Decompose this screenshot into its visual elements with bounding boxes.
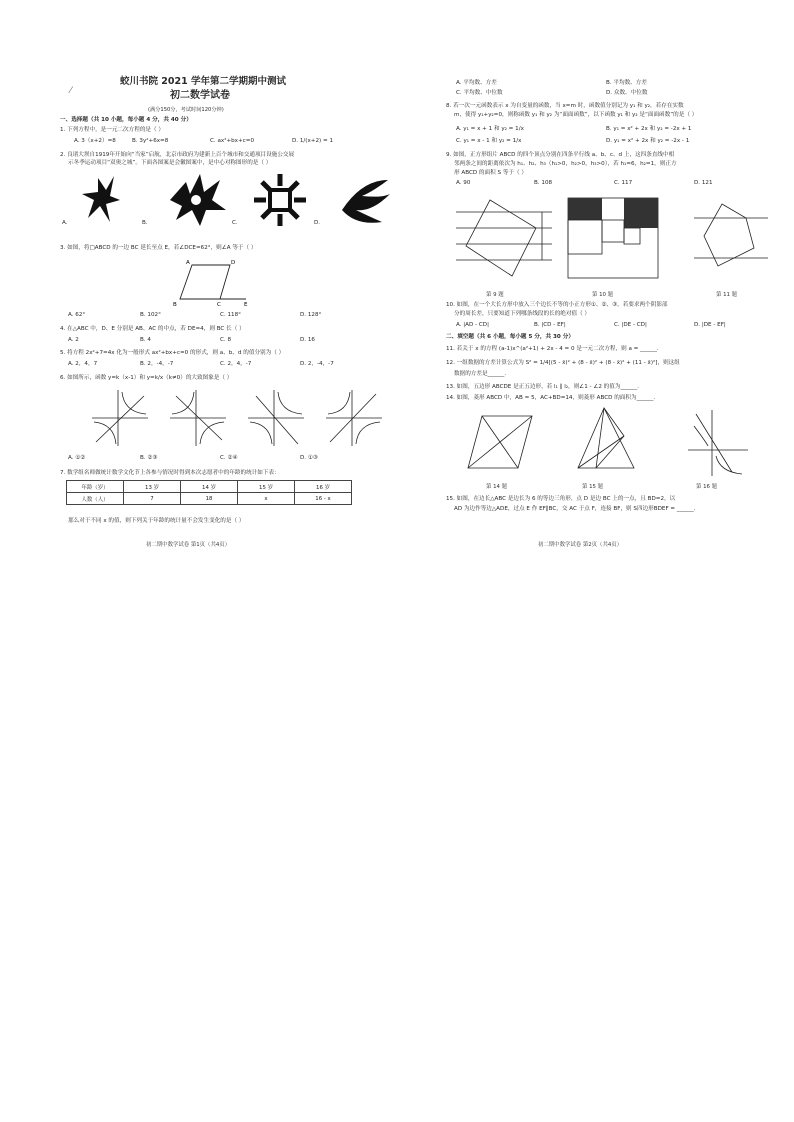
table-header: 14 岁 xyxy=(181,481,238,493)
question-13: 13. 如图，五边形 ABCDE 是正五边形，若 l₁ ∥ l₂，则∠1 - ∠2 的值为______. xyxy=(446,384,640,390)
q14-rhombus-figure xyxy=(468,416,532,468)
q15-triangle-figure xyxy=(578,408,634,468)
question-15-line1: 15. 如图，在边长△ABC 是边长为 6 的等边三角形，点 D 是边 BC 上的一点，且 BD=2，以 xyxy=(446,496,676,502)
pen-mark-icon: ⁄ xyxy=(70,86,72,96)
q5-option-b: B. 2，-4，-7 xyxy=(140,361,174,367)
table-cell: 18 xyxy=(181,493,238,505)
question-14: 14. 如图，菱形 ABCD 中，AB = 5，AC+BD=14，则菱形 ABCD 的面积为______. xyxy=(446,395,656,401)
q10-option-a: A. |AD - CD| xyxy=(456,322,489,328)
q5-option-a: A. 2，4，7 xyxy=(68,361,98,367)
question-11: 11. 若关于 x 的方程 (a-1)x^(a²+1) + 2x - 4 = 0 是一元二次方程，则 a = ______. xyxy=(446,346,659,352)
q8-option-d: D. y₁ = x² + 2x 和 y₂ = -2x - 1 xyxy=(606,138,690,144)
question-2-line2: 示冬季运动项目“双奥之城”。下面各图案是会徽图案中，是中心对称图形的是（ ） xyxy=(68,160,272,166)
q3-label-e: E xyxy=(244,302,248,308)
table-cell: 7 xyxy=(124,493,181,505)
question-10-line1: 10. 如图，在一个大长方形中放入三个边长不等的小正方形①、②、③，若要求两个阴影部 xyxy=(446,302,668,308)
q8-option-a: A. y₁ = x + 1 和 y₂ = 1/x xyxy=(456,126,524,132)
section-fill-title: 二、填空题（共 6 小题，每小题 5 分，共 30 分） xyxy=(446,334,574,340)
q3-option-c: C. 118° xyxy=(220,312,241,318)
q11-pentagon-figure xyxy=(694,204,768,266)
question-8-line2: m，使得 y₁+y₂=0，则称函数 y₁ 和 y₂ 为“面面函数”，以下函数 y₁ 和 y₂ 是“面面函数”的是（ ） xyxy=(454,112,698,118)
q1-option-a: A. 3（x+2）=8 xyxy=(74,138,116,144)
table-cell: 16 - x xyxy=(295,493,352,505)
question-7-tail: 那么对于不同 x 的值，则下列关于年龄的统计量不会发生变化的是（ ） xyxy=(68,518,245,524)
q7-option-a: A. 平均数、方差 xyxy=(456,80,497,86)
fig-caption-11: 第 11 题 xyxy=(716,292,738,298)
question-9-line3: 形 ABCD 的面积 S 等于（ ） xyxy=(454,170,527,176)
exam-title: 蛟川书院 2021 学年第二学期期中测试 xyxy=(120,76,287,87)
table-header: 15 岁 xyxy=(238,481,295,493)
question-8-line1: 8. 若一次一元函数表示 x 为自变量的函数，当 x=m 时，函数值分别记为 y₁ 和 y₂，若存在实数 xyxy=(446,103,684,109)
q9-square-figure xyxy=(456,200,552,276)
q10-option-b: B. |CD - EF| xyxy=(534,322,566,328)
q14-q16-figures xyxy=(466,406,776,480)
q8-option-c: C. y₁ = x - 1 和 y₂ = 1/x xyxy=(456,138,522,144)
table-header: 13 岁 xyxy=(124,481,181,493)
q3-label-c: C xyxy=(217,302,221,308)
fig-caption-10: 第 10 题 xyxy=(592,292,614,298)
q9-option-d: D. 121 xyxy=(694,180,713,186)
exam-subtitle: 初二数学试卷 xyxy=(170,90,230,101)
question-12-line1: 12. 一组数据的方差计算公式为 S² = 1/4[(5 - x̄)² + (8 - x̄)² + (8 - x̄)² + (11 - x̄)²]，则这组 xyxy=(446,360,680,366)
q4-option-b: B. 4 xyxy=(140,337,151,343)
question-3: 3. 如图，将□ABCD 的一边 BC 延长至点 E，若∠DCE=62°，则∠A 等于（ ） xyxy=(60,245,257,251)
question-7: 7. 数学组名师做统计数学文化节上各参与情况时得到本次志愿者中的年龄的统计如下表： xyxy=(60,470,280,476)
q6-option-d: D. ①③ xyxy=(300,455,318,461)
graph-3-icon xyxy=(248,390,304,446)
fig-caption-15: 第 15 题 xyxy=(582,484,604,490)
q10-option-d: D. |DE - EF| xyxy=(694,322,726,328)
q8-option-b: B. y₁ = x² + 2x 和 y₂ = -2x + 1 xyxy=(606,126,692,132)
table-cell: 人数（人） xyxy=(67,493,124,505)
graph-2-icon xyxy=(170,390,226,446)
q7-option-c: C. 平均数、中位数 xyxy=(456,90,503,96)
question-5: 5. 将方程 2x²+7=4x 化为一般形式 ax²+bx+c=0 的形式，则 a、b、d 的值分别为（ ） xyxy=(60,350,285,356)
q9-q11-figures xyxy=(456,192,776,288)
q7-option-d: D. 众数、中位数 xyxy=(606,90,648,96)
q1-option-c: C. ax²+bx+c=0 xyxy=(210,138,254,144)
q9-option-c: C. 117 xyxy=(614,180,633,186)
q4-option-c: C. 8 xyxy=(220,337,232,343)
q6-option-a: A. ①② xyxy=(68,455,86,461)
q4-option-d: D. 16 xyxy=(300,337,315,343)
q9-option-b: B. 108 xyxy=(534,180,553,186)
q3-option-a: A. 62° xyxy=(68,312,86,318)
q10-rectangle-figure xyxy=(568,198,658,278)
fig-caption-9: 第 9 题 xyxy=(486,292,504,298)
question-12-line2: 数据的方差是______. xyxy=(454,371,507,377)
graph-4-icon xyxy=(326,390,382,446)
question-9-line2: 邻两条之间的距离依次为 h₁、h₂、h₃（h₁>0，h₂>0，h₃>0），若 h₁=6，h₂=1，则正方 xyxy=(454,161,677,167)
q2-option-a: A. xyxy=(62,220,68,226)
exam-page-1 xyxy=(60,72,400,562)
q1-option-b: B. 3y²+6x=8 xyxy=(132,138,169,144)
question-4: 4. 在△ABC 中，D、E 分别是 AB、AC 的中点，若 DE=4，则 BC 长（ ） xyxy=(60,326,245,332)
table-row xyxy=(67,481,352,493)
q1-option-d: D. 1/(x+2) = 1 xyxy=(292,138,334,144)
q7-option-b: B. 平均数、方差 xyxy=(606,80,647,86)
table-header: 16 岁 xyxy=(295,481,352,493)
q4-option-a: A. 2 xyxy=(68,337,79,343)
q10-option-c: C. |DE - CD| xyxy=(614,322,647,328)
q3-parallelogram-figure xyxy=(168,257,258,309)
question-9-line1: 9. 如图，正方形组片 ABCD 的四个顶点分别在四条平行线 a、b、c、d 上，这四条直线中相 xyxy=(446,152,675,158)
q7-age-table xyxy=(66,480,352,505)
q3-label-b: B xyxy=(173,302,177,308)
q2-option-d: D. xyxy=(314,220,321,226)
question-6: 6. 如图所示，函数 y=k（x-1）和 y=k/x（k≠0）的大致图象是（ ） xyxy=(60,375,233,381)
q5-option-c: C. 2，4，-7 xyxy=(220,361,252,367)
q3-option-d: D. 128° xyxy=(300,312,322,318)
question-2-line1: 2. 良诸大坝自1919年开始向“当家”启航，北京市政府为建新上百个城市和交通项目设施公交展 xyxy=(60,152,295,158)
question-1: 1. 下列方程中，是一元二次方程的是（ ） xyxy=(60,127,164,133)
q6-option-b: B. ②③ xyxy=(140,455,158,461)
page-footer-1: 初二期中数学试卷 第1页（共4页） xyxy=(146,542,231,548)
q2-option-b: B. xyxy=(142,220,148,226)
graph-1-icon xyxy=(92,390,148,446)
q2-option-c: C. xyxy=(232,220,238,226)
q3-label-d: D xyxy=(231,260,236,266)
emblem-a-icon xyxy=(82,176,120,222)
table-header: 年龄（岁） xyxy=(67,481,124,493)
emblem-b-icon xyxy=(170,174,226,226)
q6-function-graphs xyxy=(88,388,388,450)
question-15-line2: AD 为边作等边△ADE，过点 E 作 EF∥BC，交 AC 于点 F，连接 BF，则 S四边形BDEF = ______. xyxy=(454,506,696,512)
fig-caption-14: 第 14 题 xyxy=(486,484,508,490)
section-choice-title: 一、选择题（共 10 小题，每小题 4 分，共 40 分） xyxy=(60,117,192,123)
emblem-d-icon xyxy=(342,180,390,223)
table-row xyxy=(67,493,352,505)
q3-label-a: A xyxy=(186,260,190,266)
question-10-line2: 分的周长差，只要知道下列哪条线段的长的绝对值（ ） xyxy=(454,311,591,317)
exam-page-2 xyxy=(446,72,786,562)
page-footer-2: 初二期中数学试卷 第2页（共4页） xyxy=(538,542,623,548)
exam-note: (满分150分，考试时间120分钟) xyxy=(148,107,224,113)
q9-option-a: A. 90 xyxy=(456,180,471,186)
q6-option-c: C. ②④ xyxy=(220,455,238,461)
q3-option-b: B. 102° xyxy=(140,312,161,318)
q16-graph-figure xyxy=(688,410,748,476)
q5-option-d: D. 2，-4，-7 xyxy=(300,361,334,367)
fig-caption-16: 第 16 题 xyxy=(696,484,718,490)
emblem-c-icon xyxy=(254,174,306,226)
table-cell: x xyxy=(238,493,295,505)
